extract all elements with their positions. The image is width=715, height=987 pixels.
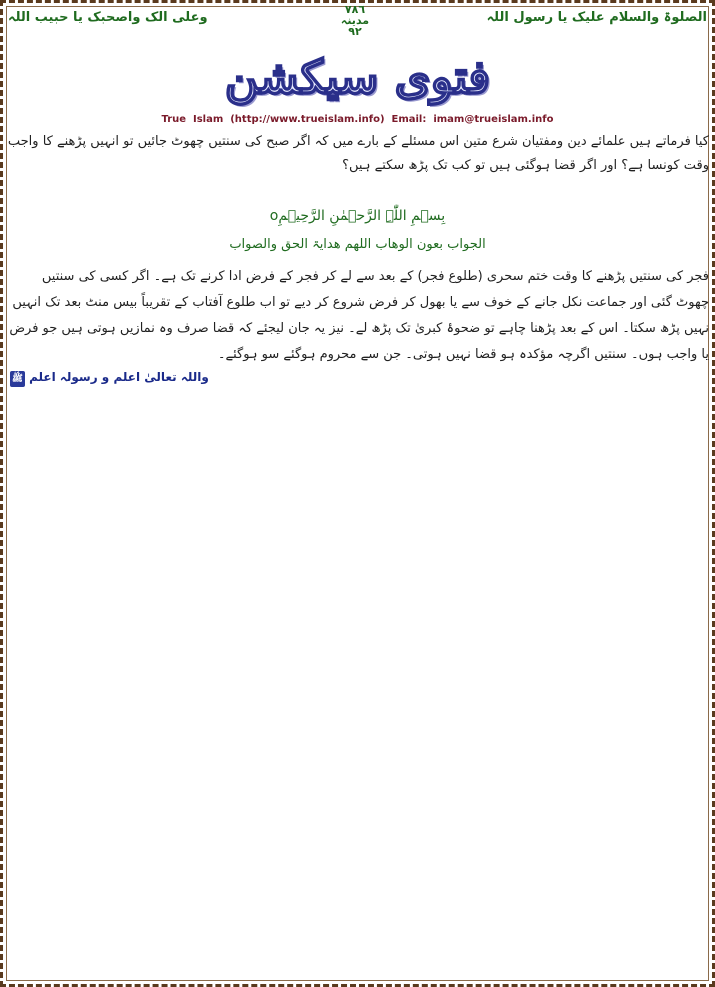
seal-icon: ﷺ — [10, 371, 25, 387]
closing-text: واللہ تعالیٰ اعلم و رسولہ اعلم — [29, 370, 209, 384]
header-salutation-right: الصلوۃ والسلام علیک یا رسول اللہ — [486, 10, 707, 25]
page-title: فتوی سیکشن — [224, 50, 491, 104]
header-center-emblem — [320, 4, 390, 37]
header-salutation-left: وعلی الک واصحبک یا حبیب اللہ — [8, 10, 208, 25]
answer-text: فجر کی سنتیں پڑھنے کا وقت ختم سحری (طلوع فجر) کے بعد سے لے کر فجر کے فرض ادا کرنے تک ہے۔ اگر کسی کی سنتیں چھوٹ گئی اور جماعت نکل جانے کے خوف سے یا بھول کر فرض شروع کر دیے تو اب طلوع آفتاب کے تقریباً بیس منٹ بعد تک انہیں نہیں پڑھ سکتا۔ اس کے بعد پڑھنا چاہے تو ضحوۂ کبریٰ تک پڑھ لے۔ نیز یہ جان لیجئے کہ قضا صرف وہ نمازیں ہوتی ہیں جو فرض یا واجب ہوں۔ سنتیں اگرچہ مؤکدہ ہو قضا نہیں ہوتی۔ جن سے محروم ہوگئے سو ہوگئے۔ — [9, 269, 709, 362]
contact-line: True Islam (http://www.trueislam.info) Email: imam@trueislam.info — [161, 114, 554, 125]
jawab-heading: الجواب بعون الوھاب اللھم ھدایۃ الحق والصواب — [229, 237, 486, 252]
header-number-92: ٩٢ — [348, 25, 362, 38]
question-text: کیا فرماتے ہیں علمائے دین ومفتیان شرع متین اس مسئلے کے بارے میں کہ اگر صبح کی سنتیں چھوٹ جائیں تو انہیں پڑھنے کا واجب وقت کونسا ہے؟ اور اگر قضا ہوگئی ہیں تو کب تک پڑھ سکتے ہیں؟ — [7, 134, 709, 173]
bismillah: بِسۡمِ اللّٰہِ الرَّحۡمٰنِ الرَّحِیۡمِo — [269, 208, 446, 224]
header-madina: مدینہ — [340, 14, 370, 27]
header-number-786: ٧٨٦ — [344, 3, 366, 16]
closing-line — [8, 370, 209, 387]
